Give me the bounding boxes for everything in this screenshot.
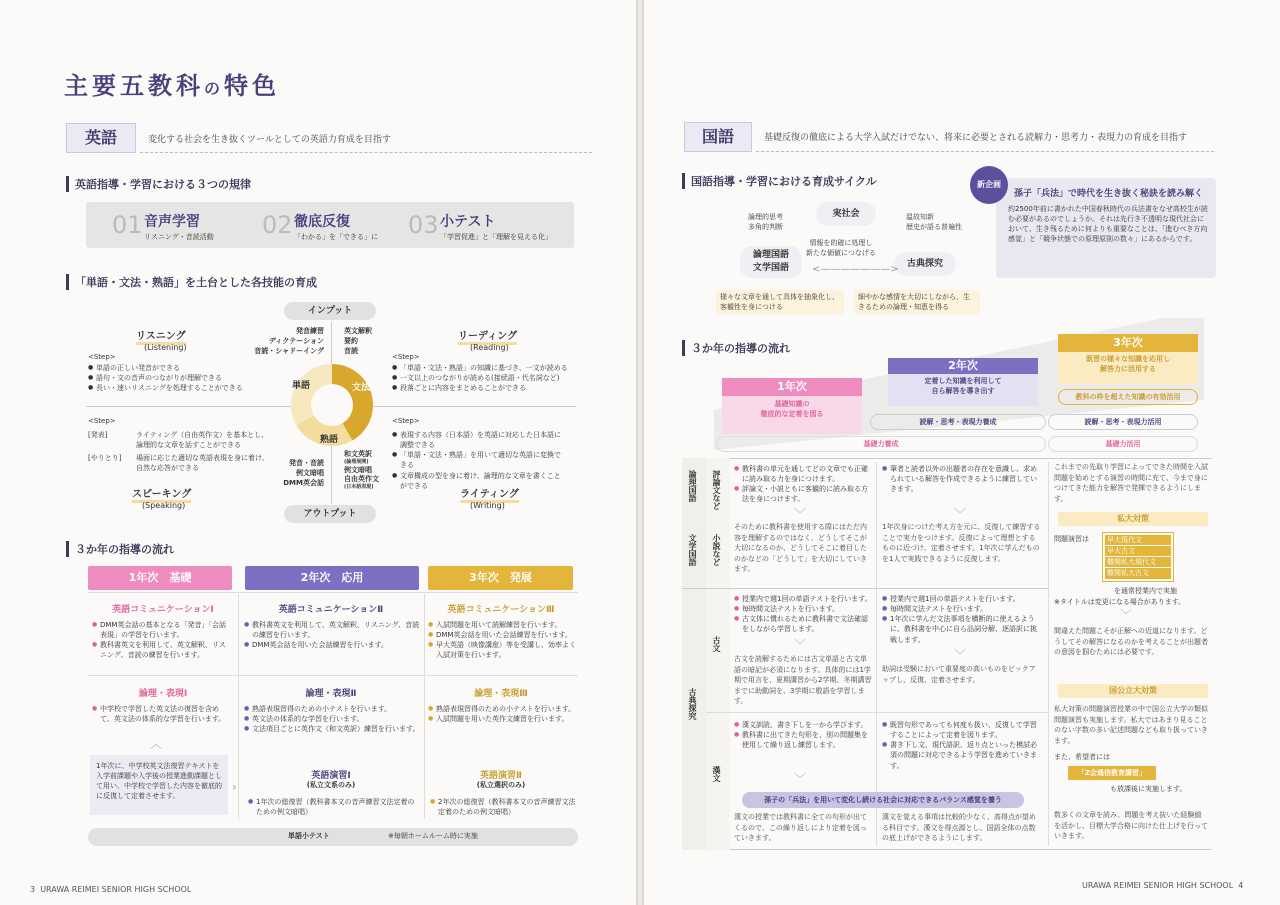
- y2-hyoron: ● 筆者と読者以外の出題者の存在を意識し、求められている解答を作成できるように練習していきます。: [882, 464, 1042, 494]
- speaking-list: [発表] ライティング（自由英作文）を基本とし、論理的な文章を話すことができる [やりとり] 場面に応じた適切な英語表現を身に着け、自然な応答ができる: [88, 431, 269, 473]
- enshu1-list: ● 1年次の総復習（教科書本文の音声練習文法定着のための例文暗唱）: [248, 797, 418, 817]
- section-title-cycle: 国語指導・学習における育成サイクル: [682, 173, 877, 189]
- page-footer: 3 URAWA REIMEI SENIOR HIGH SCHOOL: [30, 885, 192, 894]
- row-kanbun: 漢文: [712, 766, 721, 782]
- label-tango: 単語: [292, 381, 311, 391]
- year2-header: 2年次 応用: [245, 566, 419, 590]
- cycle-tl: 論理的思考 多角的判断: [748, 213, 783, 232]
- ron3-list: ● 熟語表現習得のための小テストを行います。 ● 入試問題を用いた英作文練習を行います。: [428, 704, 576, 724]
- cycle-center: 情報を的確に処理し 新たな価値につなげる: [806, 239, 876, 258]
- rule-title: 小テスト: [440, 214, 496, 230]
- comm3-list: ● 入試問題を用いて読解練習を行います。 ● DMM英会話を用いた会話練習を行います。 ● 早大英語（映像講座）等を受講し、効率よく入試対策を行います。: [428, 620, 576, 661]
- y2-kobun: ● 授業内で週1回の単語テストを行います。 ● 毎時間文法テストを行います。 ● 1年次に学んだ文法事項を横断的に使えるように、教科書を中心に自ら品詞分解、逐語訳に挑戦します。: [882, 594, 1042, 645]
- tango-bar: 単語小テスト ※毎朝ホームルーム時に実施: [88, 828, 578, 846]
- rule-sub: 「わかる」を「できる」に: [294, 233, 378, 241]
- y1-kobun2: 古文を読解するためには古文単語と古文単語の暗記が必須になります。具体的には1学期で用言を、夏期講習から2学期、冬期講習までに助動詞を、3学期に敬語を学習します。: [734, 655, 872, 705]
- y3-zkai: 「Z会通信教育講習」: [1068, 766, 1156, 780]
- y3-box: 3年次 既習の様々な知識を応用し 解答力に活用する: [1058, 334, 1198, 384]
- node-jissyakai: 実社会: [816, 202, 876, 226]
- row-bungaku: 文学国語: [688, 534, 697, 566]
- cycle-note-left: 様々な文章を通して具体を抽象化し、客観性を身につける: [716, 290, 844, 314]
- y2-box: 2年次 定着した知識を利用して 自ら解答を導き出す: [888, 358, 1038, 406]
- rule-num: 03: [408, 211, 439, 239]
- section-title-skills: 「単語・文法・熟語」を土台とした各技能の育成: [66, 274, 317, 290]
- step-label: <Step>: [392, 417, 420, 425]
- step-label: <Step>: [88, 417, 116, 425]
- y2-shosetsu: 1年次身につけた考え方を元に、反復して練習することで実力をつけます。反復によって理想とするものに近づけ、定着させます。1年次に学んだものを1人で実践できるように反復します。: [882, 523, 1041, 563]
- chevron-down-icon: ﹀: [954, 648, 967, 662]
- output-right: 和文英訳 (論理展開) 例文暗唱 自由英作文 (日本語表現): [344, 450, 379, 490]
- skill-listening-en: (Listening): [144, 343, 187, 352]
- skill-listening-title: リスニング: [136, 327, 186, 345]
- row-hyoron: 評論文など: [712, 470, 721, 510]
- y1-hyoron: ● 教科書の単元を通してどの文章でも正確に読み取る力を身につけます。 ● 評論文・小説ともに客観的に読み取る方法を身につけます。: [734, 464, 872, 505]
- label-jukugo: 熟語: [320, 435, 339, 445]
- y3-private-note2: ※タイトルは変更になる場合があります。: [1054, 598, 1186, 606]
- chevron-up-icon: ︿: [150, 737, 163, 751]
- comm2-list: ● 教科書英文を利用して、英文解釈、リスニング、音読の練習を行います。 ● DMM英会話を用いた会話練習を行います。: [244, 620, 420, 650]
- output-left: 発音・音読 例文暗唱 DMM英会話: [283, 459, 324, 488]
- arrow-both-icon: <———————>: [812, 264, 899, 275]
- skill-writing-title: ライティング: [460, 485, 519, 503]
- y1-kanbun: ● 漢文訓読、書き下しを一から学びます。 ● 教科書に出てきた句形を、別の問題集を使用して繰り返し練習します。: [734, 720, 872, 750]
- enshu1-sub: (私立文系のみ): [306, 781, 356, 789]
- enshu1-title: 英語演習Ⅰ: [311, 771, 351, 781]
- output-pill: アウトプット: [284, 505, 376, 523]
- skill-speaking-title: スピーキング: [132, 485, 191, 503]
- right-page: [644, 0, 1280, 905]
- comm2-title: 英語コミュニケーションⅡ: [278, 605, 384, 615]
- row-kobun: 古文: [712, 636, 721, 652]
- new-title: 孫子「兵法」で時代を生き抜く秘訣を読み解く: [1014, 189, 1204, 199]
- input-right: 英文解釈 要約 音読: [344, 327, 372, 356]
- y3-private-lead: 問題演習は: [1054, 535, 1089, 543]
- y1-kanbun2: 漢文の授業では教科書に全ての句形が出てくるので、この繰り返しにより定着を図っていきます。: [734, 813, 867, 842]
- y3-private-list: 早大現代文 早大古文 難関私大現代文 難関私大古文: [1102, 532, 1174, 582]
- rule-title: 音声学習: [144, 214, 200, 230]
- node-koten: 古典探究: [894, 252, 956, 276]
- chevron-right-icon: ›: [232, 780, 237, 794]
- y2-kanbun: ● 既習句形であっても何度も扱い、反復して学習することによって定着を図ります。 ● 書き下し文、現代語訳、返り点といった模試必須の問題に対応できるよう学習を進めていきます。: [882, 720, 1042, 771]
- row-koten: 古典探究: [688, 688, 697, 720]
- row-ronri: 論理国語: [688, 470, 697, 502]
- subject-desc: 基礎反復の徹底による大学入試だけでない、将来に必要とされる読解力・思考力・表現力の育成を目指す: [764, 133, 1188, 143]
- y1-kobun: ● 授業内で週1回の単語テストを行います。 ● 毎時間文法テストを行います。 ● 古文体に慣れるために教科書で文法確認をしながら学習します。: [734, 594, 872, 635]
- reading-list: ● 「単語・文法・熟語」の知識に基づき、一文が読める ● 一文以上のつながりが読める(接続語・代名詞など) ● 段落ごとに内容をまとめることができる: [392, 363, 578, 393]
- sunzi-banner: 孫子の「兵法」を用いて変化し続ける社会に対応できるバランス感覚を養う: [742, 792, 1024, 808]
- katsuyo-pill: 教科の枠を超えた知識の有効活用: [1058, 389, 1198, 405]
- y2-kobun2: 助詞は受験において重要度の高いものをピックアップし、反復、定着させます。: [882, 665, 1036, 684]
- y3-intro: これまでの先取り学習によってできた時間を入試問題を始めとする演習の時間に充て、今まで身につけてきた能力を解答で発揮できるようにします。: [1054, 463, 1208, 503]
- section-title-rules: 英語指導・学習における３つの規律: [66, 176, 251, 192]
- section-title-flow: ３か年の指導の流れ: [682, 340, 790, 356]
- chevron-down-icon: ﹀: [794, 772, 807, 786]
- y3-private-title: 私大対策: [1058, 512, 1208, 526]
- y3-private-text: 間違えた問題こそが正解への近道になります。どうしてその解答になるのかを考えることが出題者の意図を掴むためには必要です。: [1054, 627, 1208, 656]
- rule-sub: リスニング・音読活動: [144, 233, 214, 241]
- ability-yosei: 読解・思考・表現力養成: [870, 414, 1046, 430]
- subject-desc: 変化する社会を生き抜くツールとしての英語力育成を目指す: [148, 135, 391, 145]
- year1-header: 1年次 基礎: [88, 566, 232, 590]
- skill-speaking-en: (Speaking): [142, 501, 186, 510]
- y3-national-title: 国公立大対策: [1058, 684, 1208, 698]
- step-label: <Step>: [88, 353, 116, 361]
- year3-header: 3年次 発展: [428, 566, 573, 590]
- subject-label-japanese: 国語: [684, 122, 752, 152]
- skill-reading-en: (Reading): [470, 343, 509, 352]
- y3-national-text: 私大対策の問題演習授業の中で国公立大学の類似問題演習も実施します。私大ではあまり見ることのない字数の多い記述問題なども取り扱っていきます。: [1054, 705, 1208, 745]
- chevron-down-icon: ﹀: [794, 507, 807, 521]
- skill-reading-title: リーディング: [458, 327, 517, 345]
- enshu2-title: 英語演習Ⅱ: [480, 771, 522, 781]
- y1-box: 1年次 基礎知識の 徹底的な定着を図る: [722, 378, 862, 434]
- step-label: <Step>: [392, 353, 420, 361]
- enshu2-sub: (私立選択のみ): [476, 781, 526, 789]
- y1-shosetsu: そのために教科書を使用する際にはただ内容を理解するのではなく、どうしてそこが大切になるのか、どうしてそこに着目したのかなどの「どうして」を大切にしていきます。: [734, 523, 867, 573]
- new-badge: 新企画: [970, 166, 1008, 204]
- comm1-title: 英語コミュニケーションⅠ: [112, 605, 214, 615]
- listening-list: ● 単語の正しい発音ができる ● 語句・文の音声のつながりが理解できる ● 長い・速いリスニングを処理することができる: [88, 363, 278, 393]
- row-shosetsu: 小説など: [712, 534, 721, 566]
- writing-list: ● 表現する内容（日本語）を英語に対応した日本語に調整できる ● 「単語・文法・熟語」を用いて適切な英語に変換できる ● 文章構成の型を身に着け、論理的な文章を書くことができる: [392, 430, 562, 491]
- ron1-list: ● 中学校で学習した英文法の復習を含めて、英文法の体系的な学習を行います。: [92, 704, 232, 724]
- rules-bar: [86, 202, 574, 248]
- chevron-down-icon: ﹀: [1120, 608, 1133, 622]
- rule-title: 徹底反復: [294, 214, 350, 230]
- rule-num: 02: [262, 211, 293, 239]
- ron2-title: 論理・表現Ⅱ: [305, 689, 357, 699]
- left-page: [0, 0, 636, 905]
- y3-national-after: も放課後に実施します。: [1110, 785, 1187, 793]
- page-footer: URAWA REIMEI SENIOR HIGH SCHOOL 4: [1082, 881, 1244, 890]
- y3-private-note: を通常授業内で実施: [1114, 587, 1177, 595]
- node-ronri: 論理国語 文学国語: [740, 246, 802, 278]
- bottom-note: 1年次に、中学校英文法復習テキストを入学前課題や入学後の授業進動課題として用い、中学校で学習した内容を徹底的に反復して定着させます。: [90, 755, 228, 815]
- kiso-yosei: 基礎力養成: [716, 436, 1046, 452]
- input-pill: インプット: [284, 302, 376, 320]
- ability-katsuyo: 読解・思考・表現力活用: [1048, 414, 1198, 430]
- kiso-katsuyo: 基礎力活用: [1048, 436, 1198, 452]
- subject-label-english: 英語: [66, 123, 136, 153]
- new-text: 約2500年前に書かれた中国春秋時代の兵法書をなぜ高校生が読む必要があるのでしょうか。それは先行き不透明な現代社会において、生き残るために何よりも重要なことは、「進むべき方向感覚」と「競争状態での原理原則の数々」にあるからです。: [1008, 205, 1208, 244]
- ron1-title: 論理・表現Ⅰ: [138, 689, 188, 699]
- rule-sub: 「学習促進」と「理解を見える化」: [440, 233, 552, 241]
- enshu2-list: ● 2年次の総復習（教科書本文の音声練習文法定着のための例文暗唱）: [430, 797, 576, 817]
- rule-num: 01: [112, 211, 143, 239]
- chevron-down-icon: ﹀: [954, 507, 967, 521]
- label-bunpo: 文法: [352, 383, 371, 393]
- ron2-list: ● 熟語表現習得のための小テストを行います。 ● 英文法の体系的な学習を行います。 ● 文法項目ごとに英作文（和文英訳）練習を行います。: [244, 704, 420, 734]
- cycle-tr: 温故知新 歴史が語る普遍性: [906, 213, 962, 232]
- comm3-title: 英語コミュニケーションⅢ: [447, 605, 555, 615]
- skill-writing-en: (Writing): [470, 501, 505, 510]
- section-title-flow: ３か年の指導の流れ: [66, 541, 174, 557]
- cycle-note-right: 細やかな感情を大切にしながら、生きるための論理・知恵を得る: [854, 290, 980, 314]
- y3-national-also: また、希望者には: [1054, 753, 1110, 761]
- ron3-title: 論理・表現Ⅲ: [474, 689, 528, 699]
- y3-national-final: 数多くの文章を読み、問題を考え抜いた経験値を活かし、目標大学合格に向けた仕上げを行っていきます。: [1054, 811, 1208, 840]
- chevron-down-icon: ﹀: [794, 638, 807, 652]
- page-main-title: 主要五教科の特色: [64, 72, 281, 100]
- input-left: 発音練習 ディクテーション 音読・シャドーイング: [254, 327, 324, 356]
- comm1-list: ● DMM英会話の基本となる「発音」「会話表現」の学習を行います。 ● 教科書英文を利用して、英文解釈、リスニング、音読の練習を行います。: [92, 620, 232, 661]
- y2-kanbun2: 漢文を覚える事項は比較的少なく、高得点が望める科目です。漢文を得点源とし、国語全体の点数の底上げができるようにします。: [882, 813, 1036, 842]
